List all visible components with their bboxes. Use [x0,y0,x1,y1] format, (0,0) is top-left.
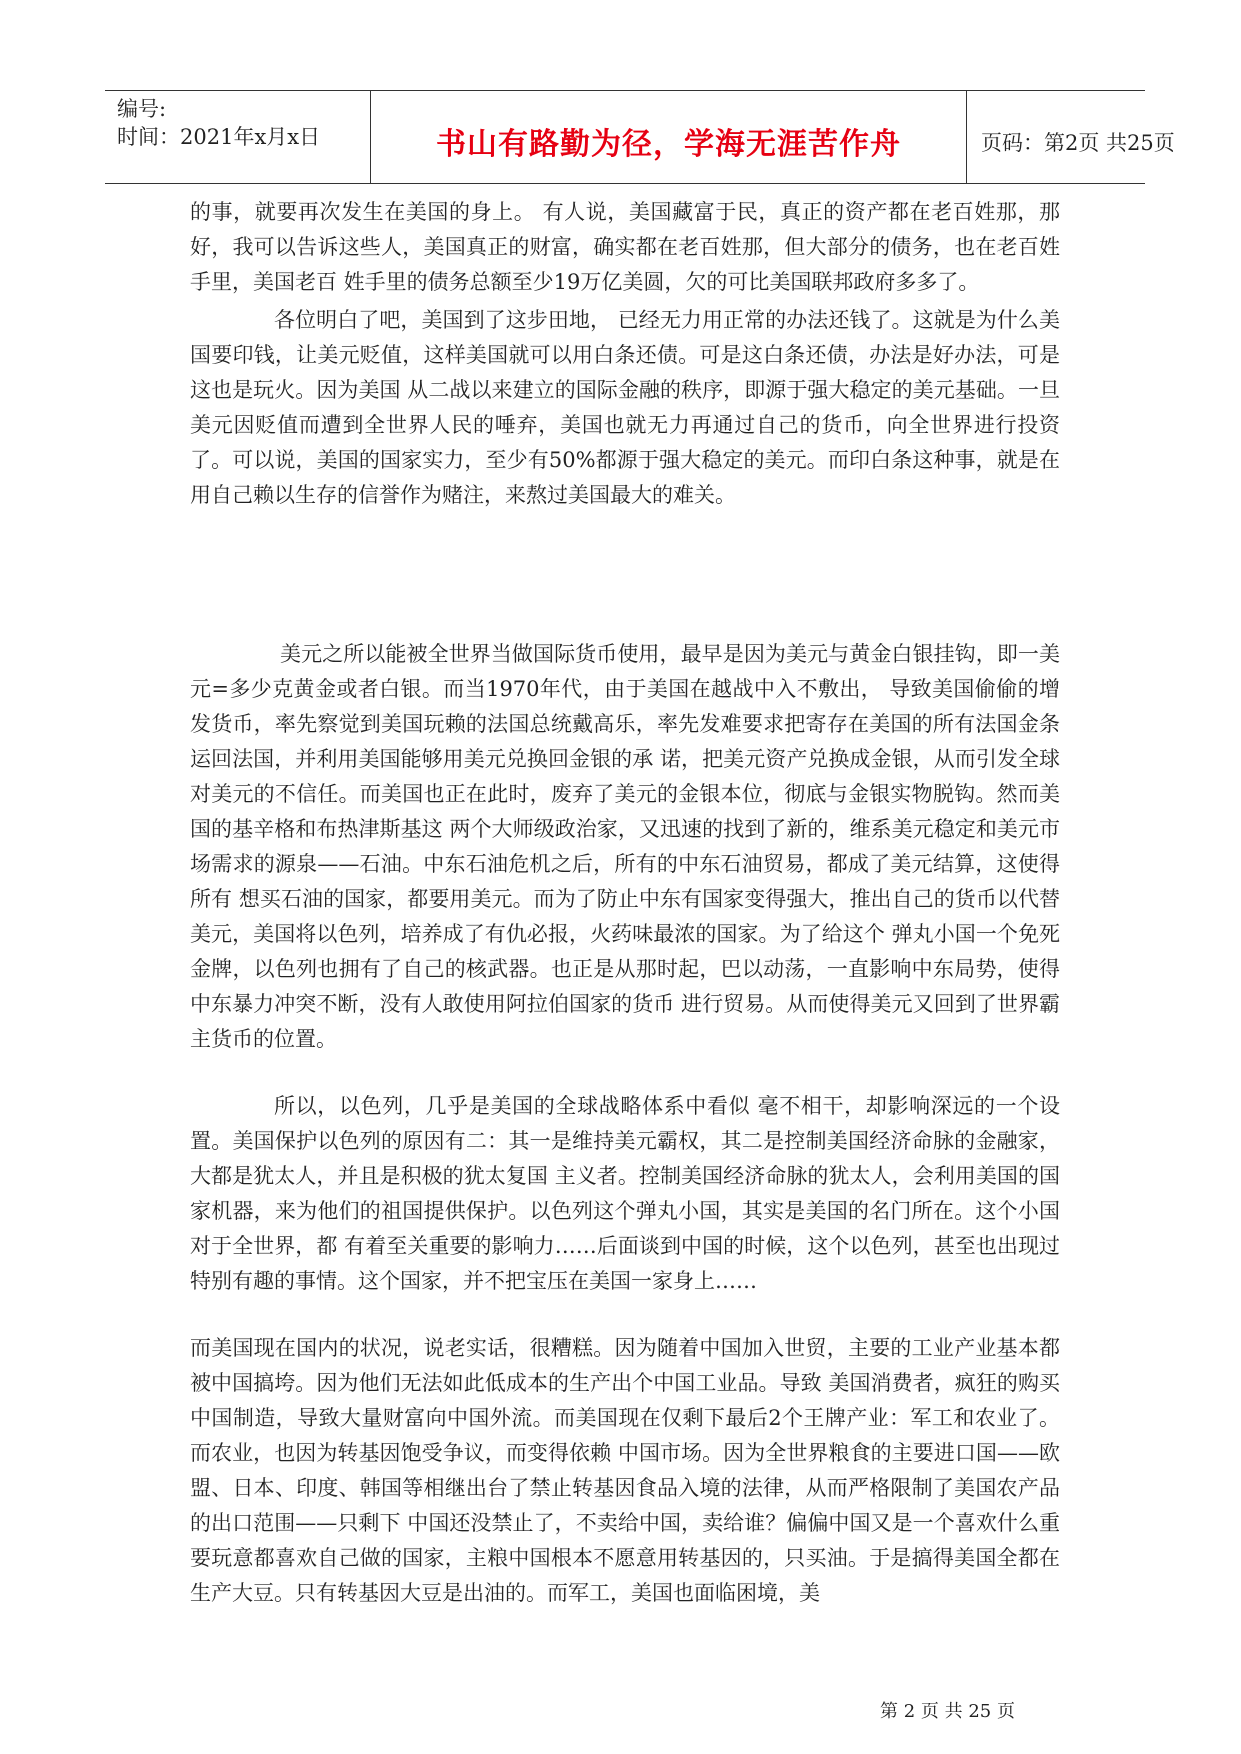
body-paragraph-2: 各位明白了吧，美国到了这步田地， 已经无力用正常的办法还钱了。这就是为什么美国要印钱，让美元贬值，这样美国就可以用白条还债。可是这白条还债，办法是好办法，可是这也是玩火。因为美国 从二战以来建立的国际金融的秩序，即源于强大稳定的美元基础。一旦美元因贬值而遭到全世界人民的唾弃，美国也就无力再通过自己的货币，向全世界进行投资 了。可以说，美国的国家实力，至少有50%都源于强大稳定的美元。而印白条这种事，就是在用自己赖以生存的信誉作为赌注，来熬过美国最大的难关。 [190,308,1061,507]
body-paragraph-3: 美元之所以能被全世界当做国际货币使用，最早是因为美元与黄金白银挂钩，即一美元=多少克黄金或者白银。而当1970年代，由于美国在越战中入不敷出， 导致美国偷偷的增发货币，率先察觉到美国玩赖的法国总统戴高乐，率先发难要求把寄存在美国的所有法国金条运回法国，并利用美国能够用美元兑换回金银的承 诺，把美元资产兑换成金银，从而引发全球对美元的不信任。而美国也正在此时，废弃了美元的金银本位，彻底与金银实物脱钩。然而美国的基辛格和布热津斯基这 两个大师级政治家，又迅速的找到了新的，维系美元稳定和美元市场需求的源泉——石油。中东石油危机之后，所有的中东石油贸易，都成了美元结算，这使得所有 想买石油的国家，都要用美元。而为了防止中东有国家变得强大，推出自己的货币以代替美元，美国将以色列，培养成了有仇必报，火药味最浓的国家。为了给这个 弹丸小国一个免死金牌，以色列也拥有了自己的核武器。也正是从那时起，巴以动荡，一直影响中东局势，使得中东暴力冲突不断，没有人敢使用阿拉伯国家的货币 进行贸易。从而使得美元又回到了世界霸主货币的位置。 [190,642,1060,1051]
body-paragraph-1: 的事，就要再次发生在美国的身上。 有人说，美国藏富于民，真正的资产都在老百姓那，那好，我可以告诉这些人，美国真正的财富，确实都在老百姓那，但大部分的债务，也在老百姓手里，美国老百 姓手里的债务总额至少19万亿美圆，欠的可比美国联邦政府多多了。 [190,200,1060,294]
header-left-cell [105,91,370,183]
header-page-label: 页码：第2页 共25页 [981,131,1175,155]
document-time-label: 时间：2021年x月x日 [117,125,321,149]
document-number-label: 编号: [117,97,167,121]
body-paragraph-5: 而美国现在国内的状况，说老实话，很糟糕。因为随着中国加入世贸，主要的工业产业基本都被中国搞垮。因为他们无法如此低成本的生产出个中国工业品。导致 美国消费者，疯狂的购买中国制造，导致大量财富向中国外流。而美国现在仅剩下最后2个王牌产业：军工和农业了。而农业，也因为转基因饱受争议，而变得依赖 中国市场。因为全世界粮食的主要进口国——欧盟、日本、印度、韩国等相继出台了禁止转基因食品入境的法律，从而严格限制了美国农产品的出口范围——只剩下 中国还没禁止了，不卖给中国，卖给谁？偏偏中国又是一个喜欢什么重要玩意都喜欢自己做的国家，主粮中国根本不愿意用转基因的，只买油。于是搞得美国全都在 生产大豆。只有转基因大豆是出油的。而军工，美国也面临困境，美 [190,1336,1060,1605]
header-middle-cell [370,91,967,183]
header-table [105,90,1175,184]
header-right-cell [967,91,1175,183]
page-footer: 第 2 页 共 25 页 [880,1701,1015,1722]
body-paragraph-4: 所以，以色列，几乎是美国的全球战略体系中看似 毫不相干，却影响深远的一个设置。美国保护以色列的原因有二：其一是维持美元霸权，其二是控制美国经济命脉的金融家，大都是犹太人，并且是积极的犹太复国 主义者。控制美国经济命脉的犹太人，会利用美国的国家机器，来为他们的祖国提供保护。以色列这个弹丸小国，其实是美国的名门所在。这个小国对于全世界，都 有着至关重要的影响力……后面谈到中国的时候，这个以色列，甚至也出现过特别有趣的事情。这个国家，并不把宝压在美国一家身上…… [190,1094,1060,1293]
header-motto: 书山有路勤为径，学海无涯苦作舟 [436,127,901,162]
